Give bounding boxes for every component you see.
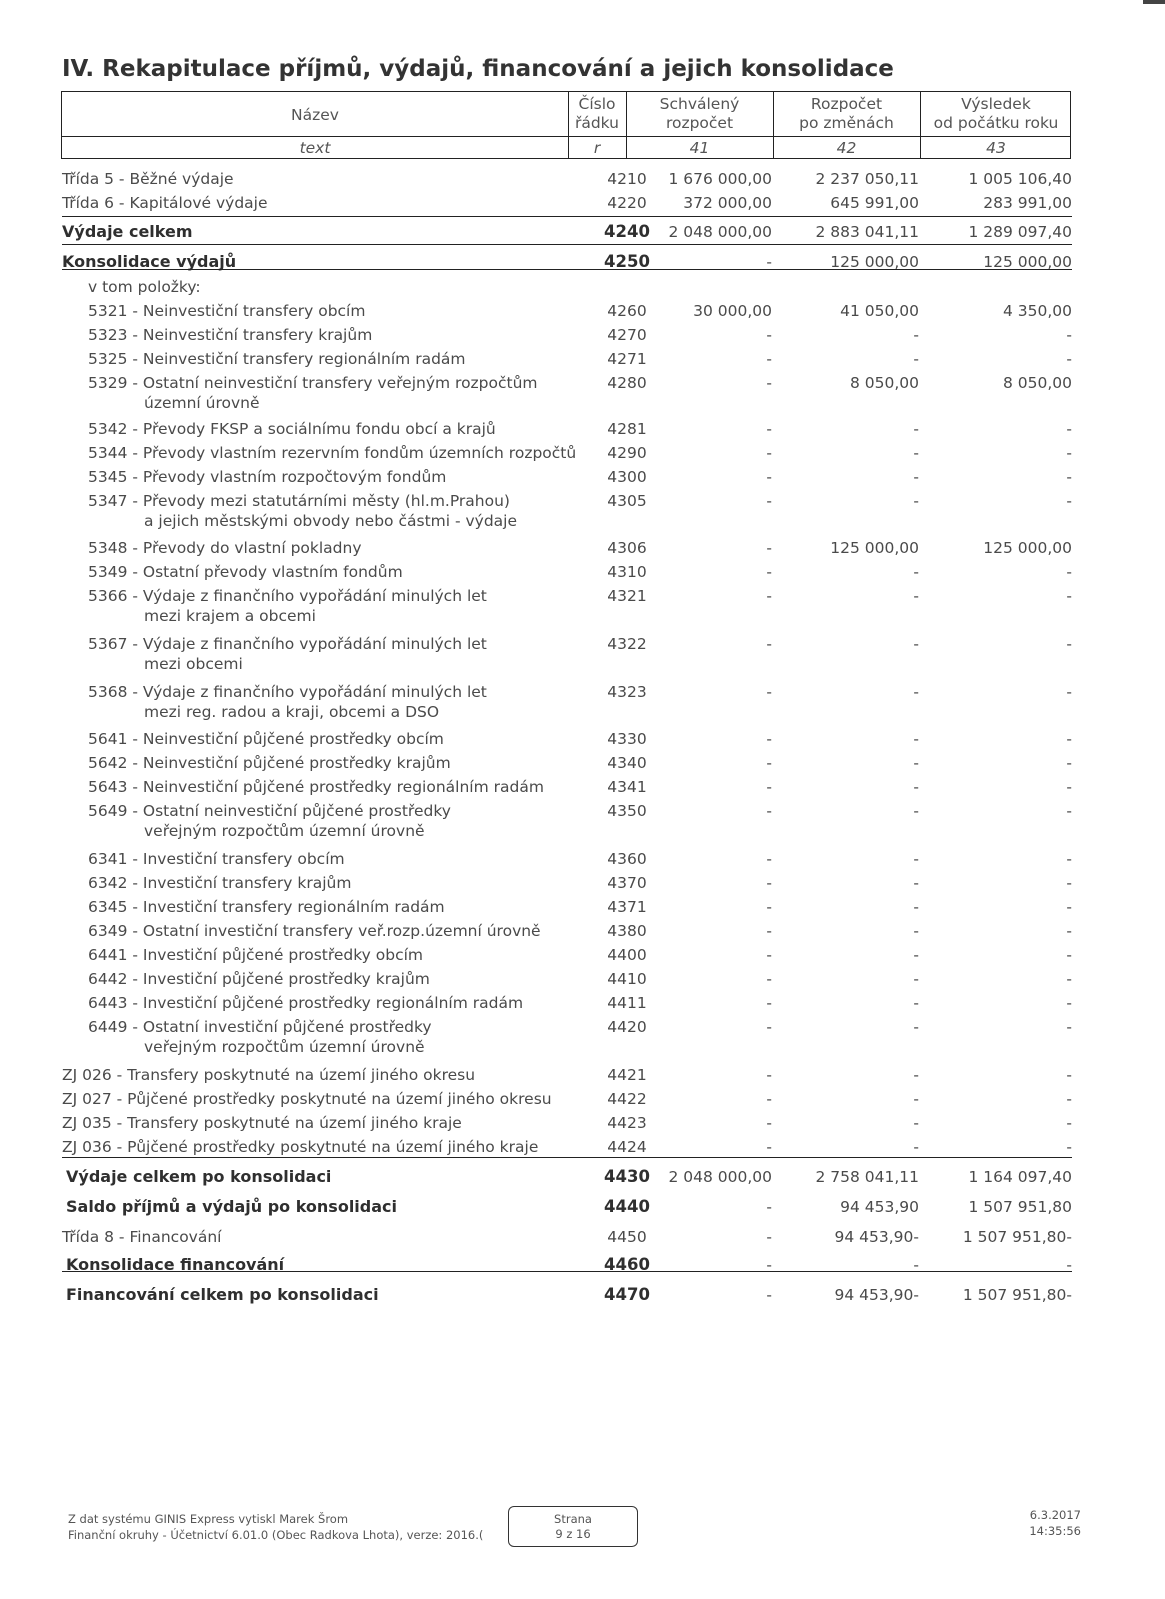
row-vysledek: - (1066, 587, 1072, 605)
row-rozpocet: - (913, 754, 919, 772)
row-code: 4270 (607, 326, 647, 344)
table-row (62, 849, 1072, 873)
header-nazev: Název (291, 106, 339, 124)
row-code: 4322 (607, 635, 647, 653)
row-rozpocet: 2 758 041,11 (815, 1168, 919, 1186)
row-name-continuation: veřejným rozpočtům územní úrovně (144, 822, 425, 840)
table-row (62, 873, 1072, 897)
row-vysledek: 1 164 097,40 (968, 1168, 1072, 1186)
row-name: 5367 - Výdaje z finančního vypořádání minulých let (88, 635, 487, 653)
table-row (62, 252, 1072, 276)
row-name: 5642 - Neinvestiční půjčené prostředky krajům (88, 754, 451, 772)
header-sub-text: text (299, 139, 331, 157)
page-title: IV. Rekapitulace příjmů, výdajů, financování a jejich konsolidace (62, 56, 894, 82)
row-vysledek: - (1066, 1066, 1072, 1084)
row-schvaleny: 30 000,00 (693, 302, 772, 320)
table-row (62, 777, 1072, 801)
row-name-continuation: veřejným rozpočtům územní úrovně (144, 1038, 425, 1056)
table-row (62, 491, 1072, 530)
row-rozpocet: - (913, 1018, 919, 1036)
table-row (62, 562, 1072, 586)
row-vysledek: - (1066, 635, 1072, 653)
row-name: 6442 - Investiční půjčené prostředky krajům (88, 970, 430, 988)
table-row (62, 1089, 1072, 1113)
row-schvaleny: - (766, 253, 772, 271)
row-schvaleny: - (766, 850, 772, 868)
header-cislo: Číslo řádku (574, 95, 620, 132)
row-rozpocet: 125 000,00 (830, 539, 919, 557)
row-rozpocet: - (913, 1090, 919, 1108)
row-schvaleny: - (766, 1286, 772, 1304)
row-schvaleny: - (766, 539, 772, 557)
row-code: 4371 (607, 898, 647, 916)
row-rozpocet: - (913, 778, 919, 796)
table-row (62, 373, 1072, 412)
table-row (62, 419, 1072, 443)
row-code: 4430 (604, 1167, 650, 1186)
row-schvaleny: - (766, 468, 772, 486)
row-code: 4271 (607, 350, 647, 368)
row-name: 6443 - Investiční půjčené prostředky regionálním radám (88, 994, 524, 1012)
row-schvaleny: - (766, 1114, 772, 1132)
row-code: 4305 (607, 492, 647, 510)
row-code: 4330 (607, 730, 647, 748)
page-number: 9 z 16 (555, 1527, 591, 1541)
row-vysledek: - (1066, 802, 1072, 820)
row-name-continuation: mezi krajem a obcemi (144, 607, 316, 625)
row-name: Saldo příjmů a výdajů po konsolidaci (66, 1197, 397, 1216)
row-name: 5366 - Výdaje z finančního vypořádání minulých let (88, 587, 487, 605)
row-schvaleny: - (766, 802, 772, 820)
table-row (62, 801, 1072, 840)
row-name: Konsolidace financování (66, 1255, 285, 1274)
row-schvaleny: - (766, 1138, 772, 1156)
table-row (62, 443, 1072, 467)
row-code: 4360 (607, 850, 647, 868)
row-name-continuation: územní úrovně (144, 394, 260, 412)
table-rule (62, 1157, 1072, 1158)
row-schvaleny: - (766, 1018, 772, 1036)
row-name: 5643 - Neinvestiční půjčené prostředky regionálním radám (88, 778, 544, 796)
row-vysledek: - (1066, 922, 1072, 940)
row-code: 4220 (607, 194, 647, 212)
row-schvaleny: 2 048 000,00 (668, 1168, 772, 1186)
row-schvaleny: - (766, 778, 772, 796)
row-schvaleny: - (766, 1066, 772, 1084)
row-name-continuation: mezi obcemi (144, 655, 243, 673)
table-row (62, 277, 1072, 301)
row-vysledek: 1 289 097,40 (968, 223, 1072, 241)
row-name: 5344 - Převody vlastním rezervním fondům územních rozpočtů (88, 444, 577, 462)
row-code: 4210 (607, 170, 647, 188)
table-row (62, 945, 1072, 969)
footer-printed-by: Z dat systému GINIS Express vytiskl Marek Šrom (68, 1512, 349, 1526)
header-sub-42: 42 (836, 139, 857, 157)
row-vysledek: - (1066, 1090, 1072, 1108)
row-schvaleny: - (766, 587, 772, 605)
row-rozpocet: 2 237 050,11 (815, 170, 919, 188)
row-vysledek: - (1066, 778, 1072, 796)
row-rozpocet: - (913, 946, 919, 964)
header-rozpocet: Rozpočet po změnách (799, 95, 894, 132)
row-rozpocet: 2 883 041,11 (815, 223, 919, 241)
row-name: 6341 - Investiční transfery obcím (88, 850, 345, 868)
row-code: 4470 (604, 1285, 650, 1304)
row-code: 4310 (607, 563, 647, 581)
row-code: 4290 (607, 444, 647, 462)
header-sub-43: 43 (986, 139, 1006, 157)
row-code: 4410 (607, 970, 647, 988)
table-row (62, 538, 1072, 562)
footer-date: 6.3.2017 (1029, 1508, 1081, 1522)
row-schvaleny: - (766, 1198, 772, 1216)
row-code: 4440 (604, 1197, 650, 1216)
table-row (62, 729, 1072, 753)
row-schvaleny: - (766, 922, 772, 940)
row-vysledek: - (1066, 563, 1072, 581)
row-rozpocet: - (913, 326, 919, 344)
row-vysledek: 1 507 951,80- (962, 1228, 1072, 1246)
row-schvaleny: - (766, 492, 772, 510)
row-code: 4421 (607, 1066, 647, 1084)
row-schvaleny: - (766, 1256, 772, 1274)
table-row (62, 1167, 1072, 1191)
row-schvaleny: 372 000,00 (683, 194, 772, 212)
row-name: 5641 - Neinvestiční půjčené prostředky obcím (88, 730, 444, 748)
row-name: ZJ 027 - Půjčené prostředky poskytnuté na území jiného okresu (62, 1090, 552, 1108)
row-name-continuation: a jejich městskými obvody nebo částmi - výdaje (144, 512, 518, 530)
row-vysledek: - (1066, 970, 1072, 988)
row-name: 5368 - Výdaje z finančního vypořádání minulých let (88, 683, 487, 701)
table-row (62, 1255, 1072, 1279)
row-name: 5348 - Převody do vlastní pokladny (88, 539, 362, 557)
row-name: Financování celkem po konsolidaci (66, 1285, 379, 1304)
row-code: 4380 (607, 922, 647, 940)
row-rozpocet: - (913, 874, 919, 892)
row-rozpocet: - (913, 970, 919, 988)
row-vysledek: - (1066, 874, 1072, 892)
header-vysledek: Výsledek od počátku roku (933, 95, 1059, 132)
row-rozpocet: 125 000,00 (830, 253, 919, 271)
row-code: 4323 (607, 683, 647, 701)
row-code: 4420 (607, 1018, 647, 1036)
row-schvaleny: - (766, 754, 772, 772)
row-vysledek: 1 005 106,40 (968, 170, 1072, 188)
row-rozpocet: - (913, 850, 919, 868)
table-row (62, 349, 1072, 373)
row-vysledek: 125 000,00 (983, 539, 1072, 557)
row-rozpocet: - (913, 898, 919, 916)
row-code: 4260 (607, 302, 647, 320)
footer-system-info: Finanční okruhy - Účetnictví 6.01.0 (Obec Radkova Lhota), verze: 2016.( (68, 1528, 484, 1542)
row-name: 5342 - Převody FKSP a sociálnímu fondu obcí a krajů (88, 420, 496, 438)
row-vysledek: 8 050,00 (1002, 374, 1072, 392)
table-row (62, 921, 1072, 945)
row-rozpocet: - (913, 350, 919, 368)
row-schvaleny: - (766, 994, 772, 1012)
row-vysledek: - (1066, 1256, 1072, 1274)
table-row (62, 753, 1072, 777)
row-schvaleny: - (766, 946, 772, 964)
table-row (62, 1285, 1072, 1309)
row-vysledek: - (1066, 850, 1072, 868)
row-schvaleny: - (766, 683, 772, 701)
row-rozpocet: 8 050,00 (849, 374, 919, 392)
table-row (62, 1227, 1072, 1251)
header-sub-r: r (593, 139, 601, 157)
table-row (62, 969, 1072, 993)
row-rozpocet: - (913, 730, 919, 748)
row-code: 4460 (604, 1255, 650, 1274)
row-vysledek: - (1066, 683, 1072, 701)
page-label: Strana (554, 1512, 592, 1526)
row-schvaleny: - (766, 635, 772, 653)
row-name: 5349 - Ostatní převody vlastním fondům (88, 563, 403, 581)
row-rozpocet: 645 991,00 (830, 194, 919, 212)
row-code: 4370 (607, 874, 647, 892)
row-rozpocet: - (913, 563, 919, 581)
row-rozpocet: 94 453,90- (834, 1286, 919, 1304)
row-name: 5329 - Ostatní neinvestiční transfery veřejným rozpočtům (88, 374, 538, 392)
row-vysledek: 125 000,00 (983, 253, 1072, 271)
row-name: ZJ 035 - Transfery poskytnuté na území jiného kraje (62, 1114, 462, 1132)
table-row (62, 222, 1072, 246)
row-rozpocet: - (913, 635, 919, 653)
row-code: 4450 (607, 1228, 647, 1246)
page-number-box (508, 1506, 638, 1547)
row-code: 4424 (607, 1138, 647, 1156)
row-schvaleny: 1 676 000,00 (668, 170, 772, 188)
row-schvaleny: - (766, 730, 772, 748)
row-name: 6449 - Ostatní investiční půjčené prostředky (88, 1018, 432, 1036)
row-name: Výdaje celkem (62, 222, 193, 241)
row-vysledek: - (1066, 754, 1072, 772)
table-rule (62, 269, 1072, 270)
footer-time: 14:35:56 (1029, 1524, 1081, 1538)
row-rozpocet: - (913, 994, 919, 1012)
row-rozpocet: - (913, 683, 919, 701)
row-rozpocet: 41 050,00 (840, 302, 919, 320)
row-vysledek: 1 507 951,80 (968, 1198, 1072, 1216)
table-row (62, 1065, 1072, 1089)
row-schvaleny: - (766, 1228, 772, 1246)
row-rozpocet: - (913, 444, 919, 462)
row-name: 5321 - Neinvestiční transfery obcím (88, 302, 366, 320)
row-name: 5323 - Neinvestiční transfery krajům (88, 326, 373, 344)
row-name: ZJ 036 - Půjčené prostředky poskytnuté na území jiného kraje (62, 1138, 539, 1156)
table-rule (62, 1271, 1072, 1272)
row-name: 5345 - Převody vlastním rozpočtovým fondům (88, 468, 447, 486)
row-name: v tom položky: (88, 278, 201, 296)
row-name: Výdaje celkem po konsolidaci (66, 1167, 332, 1186)
table-row (62, 467, 1072, 491)
row-vysledek: - (1066, 994, 1072, 1012)
row-schvaleny: - (766, 350, 772, 368)
row-vysledek: - (1066, 326, 1072, 344)
row-name: Konsolidace výdajů (62, 252, 237, 271)
row-schvaleny: 2 048 000,00 (668, 223, 772, 241)
row-code: 4400 (607, 946, 647, 964)
row-name: 5649 - Ostatní neinvestiční půjčené prostředky (88, 802, 451, 820)
row-rozpocet: 94 453,90 (840, 1198, 919, 1216)
table-row (62, 301, 1072, 325)
row-rozpocet: - (913, 922, 919, 940)
row-name: 6441 - Investiční půjčené prostředky obcím (88, 946, 424, 964)
row-vysledek: - (1066, 730, 1072, 748)
row-name: Třída 5 - Běžné výdaje (62, 170, 234, 188)
row-code: 4300 (607, 468, 647, 486)
row-vysledek: 4 350,00 (1002, 302, 1072, 320)
row-vysledek: 1 507 951,80- (962, 1286, 1072, 1304)
row-schvaleny: - (766, 874, 772, 892)
row-code: 4423 (607, 1114, 647, 1132)
row-rozpocet: - (913, 587, 919, 605)
row-vysledek: - (1066, 898, 1072, 916)
row-code: 4341 (607, 778, 647, 796)
table-row (62, 169, 1072, 193)
row-vysledek: - (1066, 1138, 1072, 1156)
row-rozpocet: - (913, 468, 919, 486)
table-row (62, 586, 1072, 625)
row-vysledek: 283 991,00 (983, 194, 1072, 212)
row-rozpocet: - (913, 1114, 919, 1132)
row-rozpocet: - (913, 1066, 919, 1084)
row-rozpocet: - (913, 1138, 919, 1156)
row-schvaleny: - (766, 898, 772, 916)
page-edge-mark (1143, 0, 1165, 4)
table-row (62, 1197, 1072, 1221)
row-vysledek: - (1066, 946, 1072, 964)
row-vysledek: - (1066, 1114, 1072, 1132)
row-vysledek: - (1066, 420, 1072, 438)
table-rule (62, 216, 1072, 217)
table-row (62, 897, 1072, 921)
row-name: 5325 - Neinvestiční transfery regionálním radám (88, 350, 466, 368)
row-name: 5347 - Převody mezi statutárními městy (hl.m.Prahou) (88, 492, 510, 510)
row-rozpocet: - (913, 1256, 919, 1274)
row-rozpocet: 94 453,90- (834, 1228, 919, 1246)
table-row (62, 193, 1072, 217)
row-name: 6345 - Investiční transfery regionálním radám (88, 898, 445, 916)
row-code: 4281 (607, 420, 647, 438)
header-schvaleny: Schválený rozpočet (659, 95, 740, 132)
row-schvaleny: - (766, 563, 772, 581)
row-code: 4250 (604, 252, 650, 271)
row-vysledek: - (1066, 350, 1072, 368)
row-code: 4321 (607, 587, 647, 605)
row-schvaleny: - (766, 970, 772, 988)
table-row (62, 325, 1072, 349)
row-rozpocet: - (913, 492, 919, 510)
row-name: ZJ 026 - Transfery poskytnuté na území jiného okresu (62, 1066, 476, 1084)
table-row (62, 993, 1072, 1017)
row-code: 4240 (604, 222, 650, 241)
row-schvaleny: - (766, 444, 772, 462)
row-code: 4422 (607, 1090, 647, 1108)
row-rozpocet: - (913, 802, 919, 820)
table-row (62, 1113, 1072, 1137)
header-sub-41: 41 (689, 139, 710, 157)
row-vysledek: - (1066, 1018, 1072, 1036)
row-vysledek: - (1066, 444, 1072, 462)
row-vysledek: - (1066, 468, 1072, 486)
row-code: 4340 (607, 754, 647, 772)
row-code: 4280 (607, 374, 647, 392)
row-name: Třída 6 - Kapitálové výdaje (62, 194, 268, 212)
row-code: 4350 (607, 802, 647, 820)
table-header (61, 91, 1071, 159)
table-row (62, 634, 1072, 673)
table-row (62, 1017, 1072, 1056)
table-rule (62, 244, 1072, 245)
row-code: 4411 (607, 994, 647, 1012)
row-schvaleny: - (766, 1090, 772, 1108)
row-rozpocet: - (913, 420, 919, 438)
row-name: Třída 8 - Financování (62, 1228, 222, 1246)
table-row (62, 682, 1072, 721)
row-name: 6342 - Investiční transfery krajům (88, 874, 352, 892)
row-name: 6349 - Ostatní investiční transfery veř.rozp.územní úrovně (88, 922, 541, 940)
row-name-continuation: mezi reg. radou a kraji, obcemi a DSO (144, 703, 440, 721)
row-code: 4306 (607, 539, 647, 557)
row-vysledek: - (1066, 492, 1072, 510)
row-schvaleny: - (766, 420, 772, 438)
row-schvaleny: - (766, 374, 772, 392)
row-schvaleny: - (766, 326, 772, 344)
